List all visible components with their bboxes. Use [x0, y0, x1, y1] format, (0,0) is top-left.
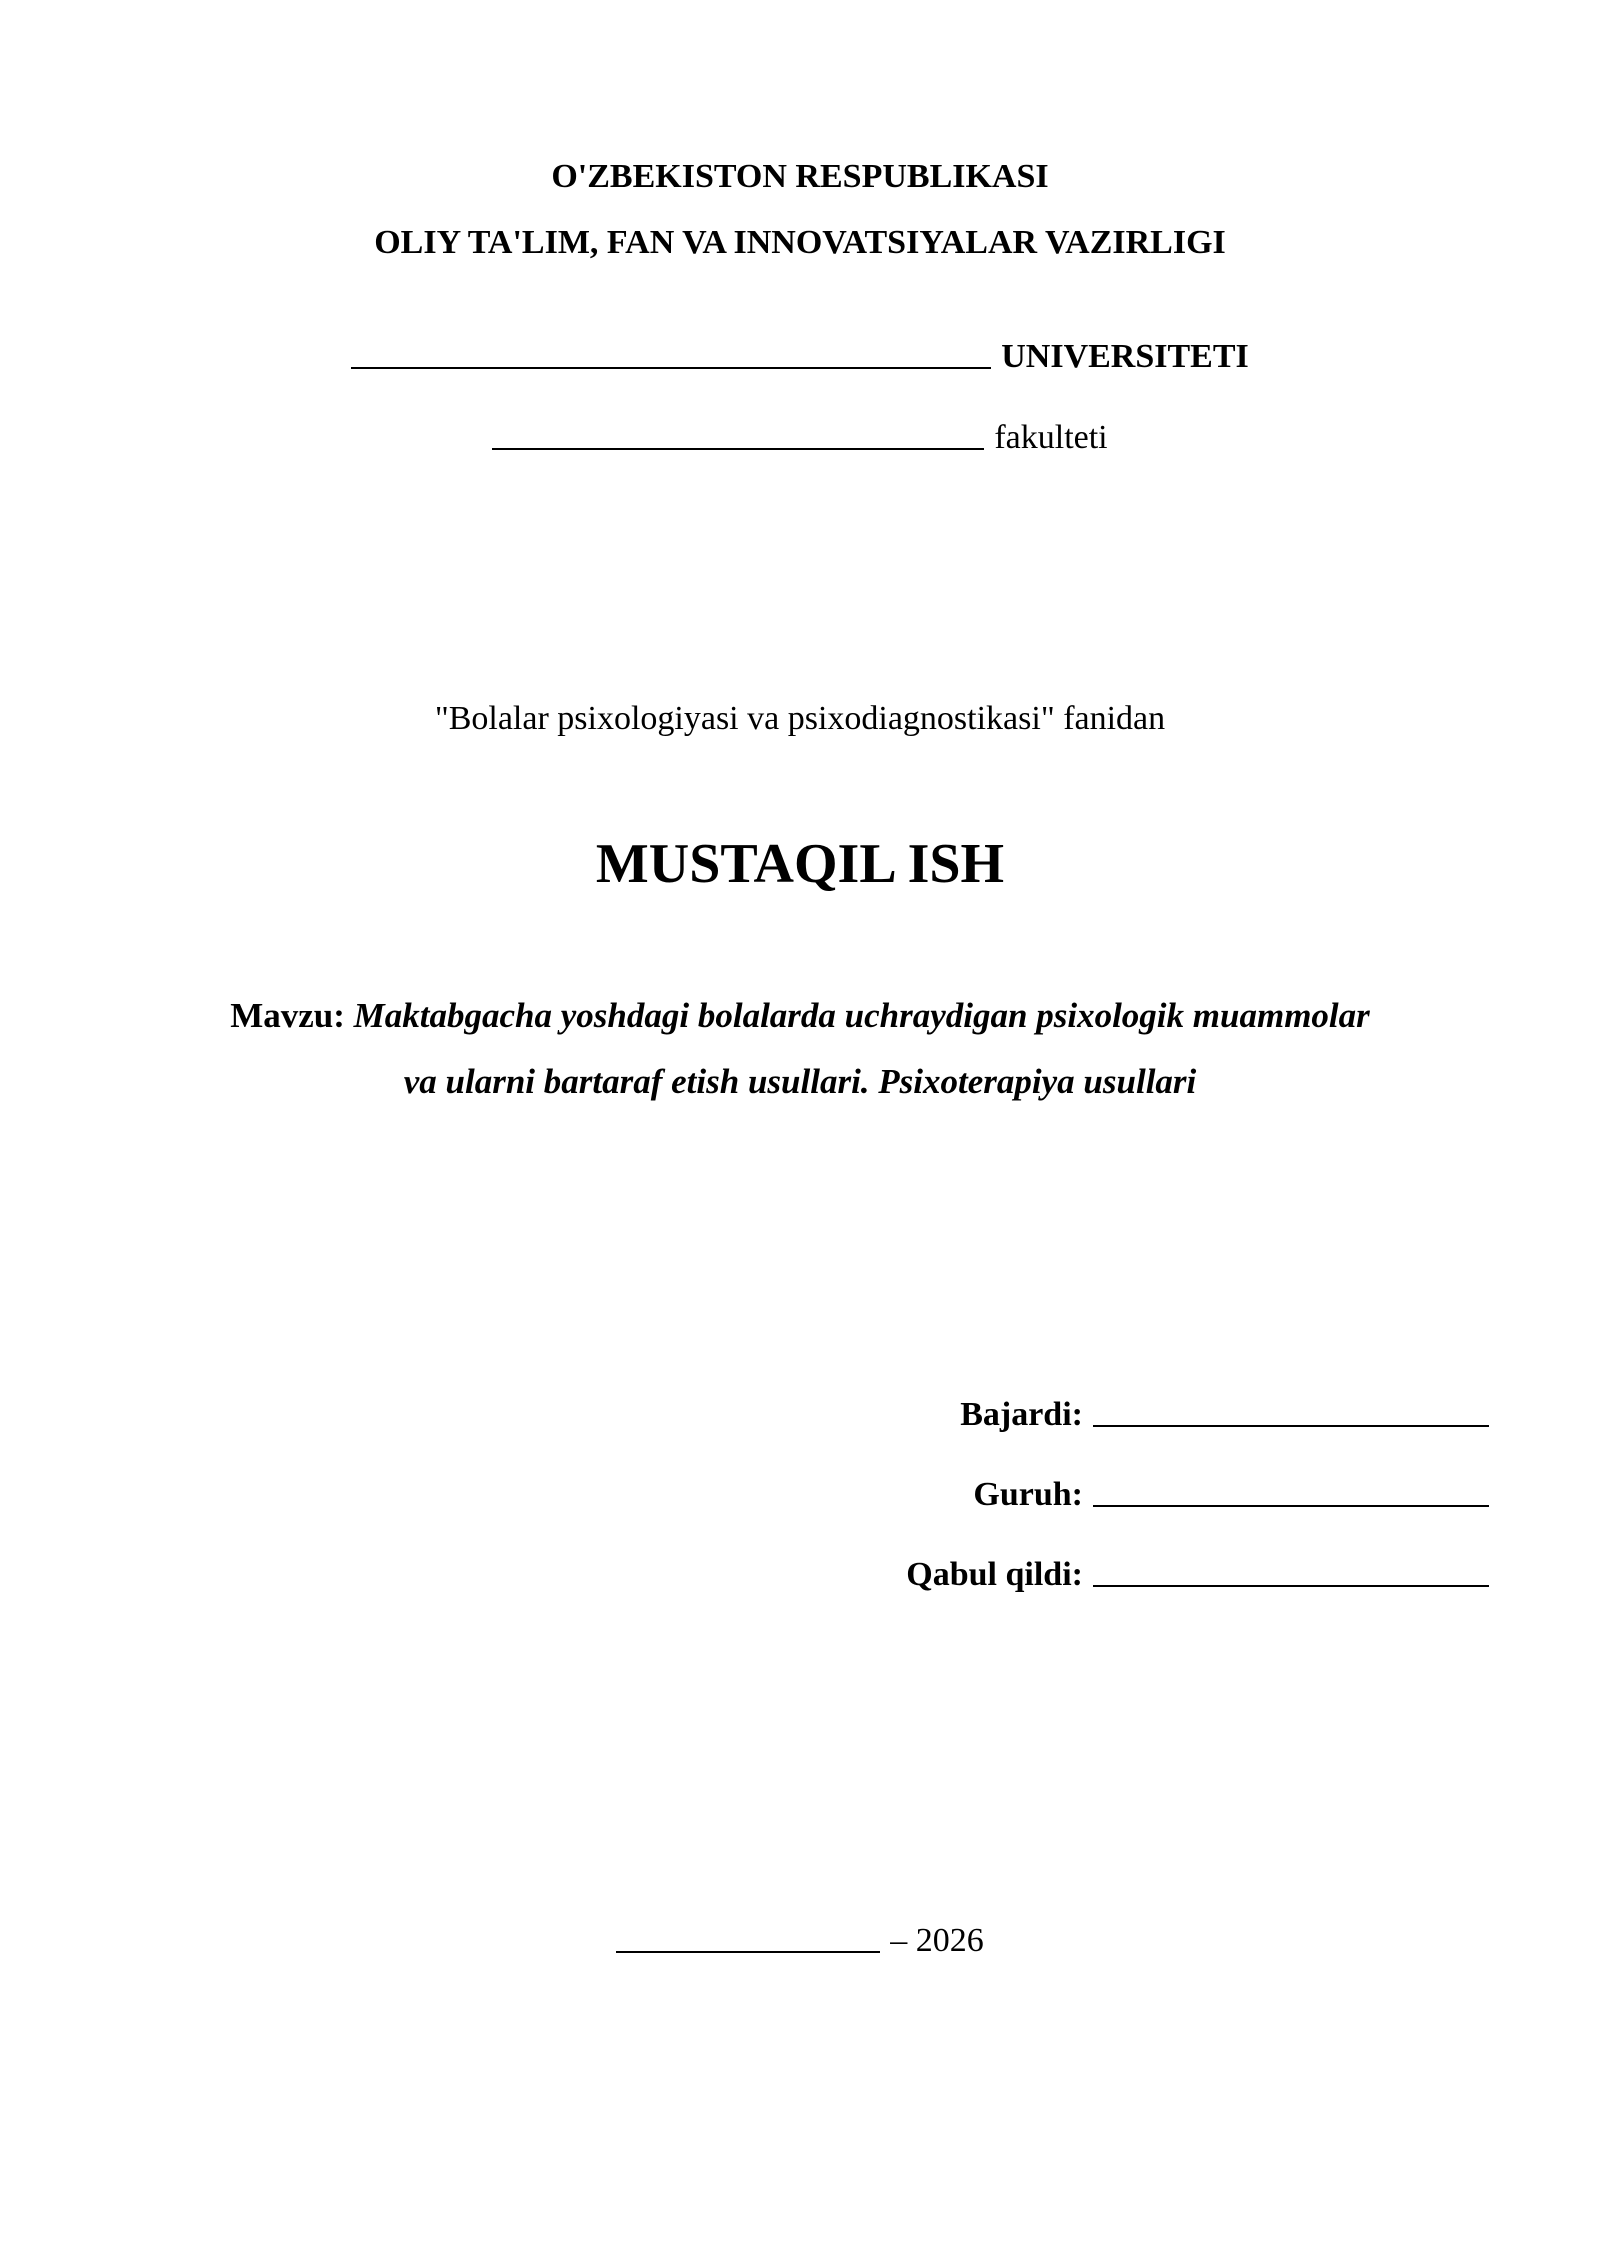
university-name-blank	[351, 366, 991, 369]
topic-line1	[0, 998, 1600, 1033]
university-label: UNIVERSITETI	[1001, 338, 1249, 375]
topic-text-line2: va ularni bartaraf etish usullari. Psixoterapiya usullari	[403, 1062, 1197, 1101]
accepted-by-blank	[1093, 1584, 1489, 1587]
footer-year-line	[0, 1924, 1600, 1958]
performed-by-blank	[1093, 1424, 1489, 1427]
city-blank	[616, 1950, 880, 1953]
university-line	[0, 340, 1600, 374]
group-blank	[1093, 1504, 1489, 1507]
faculty-name-blank	[492, 447, 984, 450]
topic-text-line1: Maktabgacha yoshdagi bolalarda uchraydigan psixologik muammolar	[353, 996, 1370, 1035]
performed-by-row	[0, 1398, 1489, 1432]
ministry-header-line2: OLIY TA'LIM, FAN VA INNOVATSIYALAR VAZIRLIGI	[374, 224, 1226, 261]
footer-year: – 2026	[890, 1922, 984, 1959]
accepted-by-label: Qabul qildi:	[906, 1556, 1083, 1593]
performed-by-label: Bajardi:	[960, 1396, 1083, 1433]
group-row	[0, 1478, 1489, 1512]
faculty-line	[0, 421, 1600, 455]
document-title: MUSTAQIL ISH	[595, 833, 1005, 895]
topic-label: Mavzu:	[230, 996, 345, 1035]
accepted-by-row	[0, 1558, 1489, 1592]
subject-line: "Bolalar psixologiyasi va psixodiagnostikasi" fanidan	[434, 700, 1166, 737]
ministry-header-line1: O'ZBEKISTON RESPUBLIKASI	[551, 158, 1049, 195]
topic-line2	[0, 1064, 1600, 1099]
group-label: Guruh:	[973, 1476, 1083, 1513]
faculty-label: fakulteti	[994, 419, 1108, 456]
